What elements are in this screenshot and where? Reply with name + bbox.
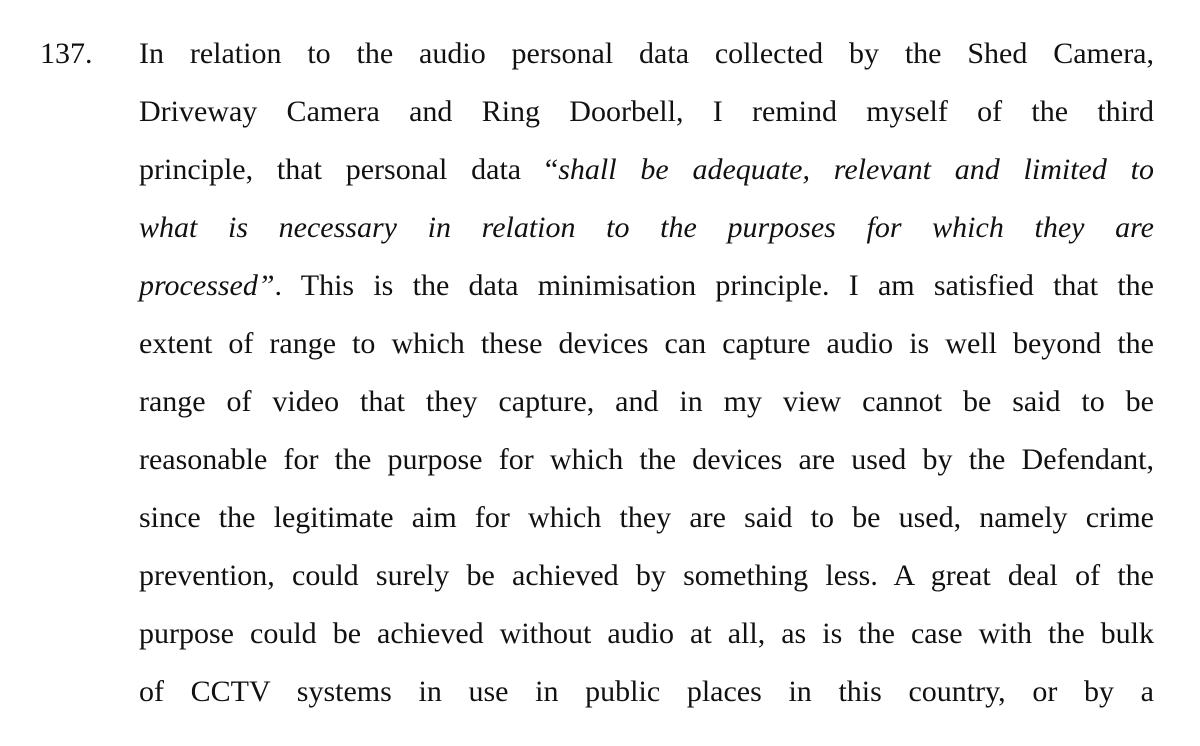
line-text: reasonable for the purpose for which the devices are used by the Defendant, — [139, 443, 1154, 476]
paragraph-line — [139, 325, 1154, 383]
paragraph-line — [139, 267, 1154, 325]
paragraph-line — [139, 209, 1154, 267]
line-text: In relation to the audio personal data collected by the Shed Camera, — [139, 37, 1154, 70]
paragraph-line — [139, 93, 1154, 151]
line-text: of CCTV systems in use in public places in this country, or by a — [139, 675, 1154, 708]
line-text: principle, that personal data “ — [139, 153, 559, 186]
line-text: purpose could be achieved without audio at all, as is the case with the bulk — [139, 617, 1154, 650]
paragraph-body — [139, 35, 1154, 731]
quoted-principle-text: processed” — [139, 269, 275, 302]
line-text: range of video that they capture, and in my view cannot be said to be — [139, 385, 1154, 418]
paragraph-line — [139, 499, 1154, 557]
line-text: extent of range to which these devices can capture audio is well beyond the — [139, 327, 1154, 360]
quoted-principle-text: what is necessary in relation to the purposes for which they are — [139, 211, 1154, 244]
paragraph-number: 137. — [40, 37, 93, 70]
line-text: since the legitimate aim for which they are said to be used, namely crime — [139, 501, 1154, 534]
paragraph-line — [139, 557, 1154, 615]
paragraph-line — [139, 383, 1154, 441]
paragraph-line — [139, 151, 1154, 209]
paragraph-line — [139, 673, 1154, 731]
paragraph-line — [139, 35, 1154, 93]
line-text: . This is the data minimisation principle. I am satisfied that the — [274, 269, 1154, 302]
line-text: prevention, could surely be achieved by something less. A great deal of the — [139, 559, 1154, 592]
paragraph-line — [139, 615, 1154, 673]
line-text: Driveway Camera and Ring Doorbell, I remind myself of the third — [139, 95, 1154, 128]
paragraph-line — [139, 441, 1154, 499]
quoted-principle-text: shall be adequate, relevant and limited to — [558, 153, 1154, 186]
